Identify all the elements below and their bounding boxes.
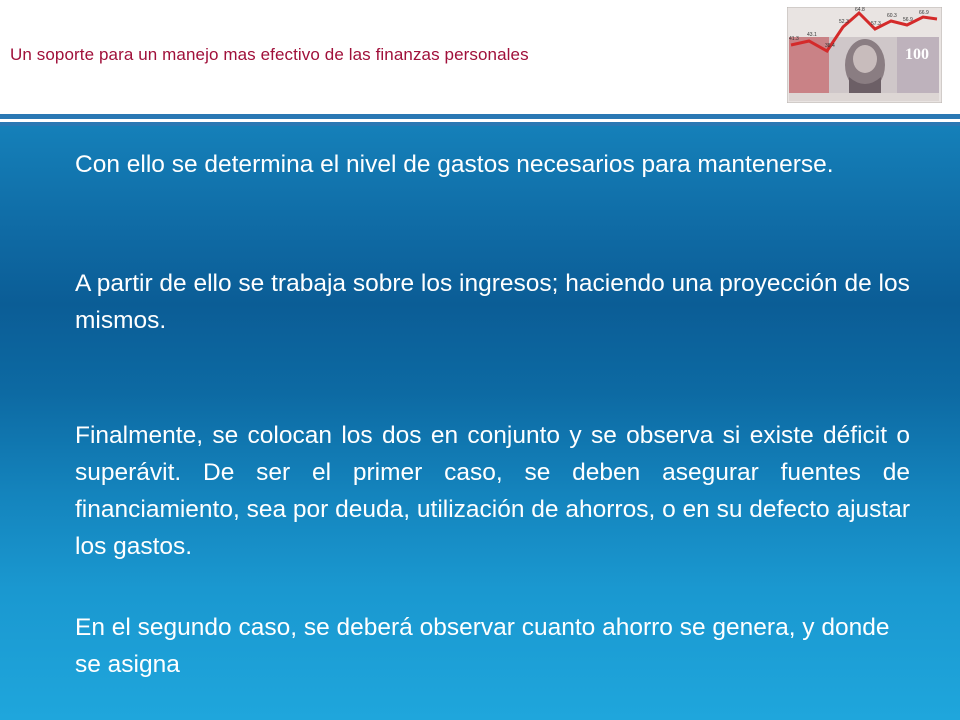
svg-text:52.3: 52.3 bbox=[839, 19, 849, 25]
svg-text:60.3: 60.3 bbox=[887, 13, 897, 19]
banknote-chart-image bbox=[787, 7, 942, 103]
slide-header bbox=[0, 0, 960, 113]
paragraph-gastos: Con ello se determina el nivel de gastos necesarios para mantenerse. bbox=[75, 151, 834, 178]
paragraph-ahorro: En el segundo caso, se deberá observar cuanto ahorro se genera, y donde se asigna bbox=[75, 614, 890, 678]
paragraph-ingresos: A partir de ello se trabaja sobre los ingresos; haciendo una proyección de los mismos. bbox=[75, 270, 910, 334]
svg-text:66.9: 66.9 bbox=[919, 10, 929, 16]
paragraph-deficit-superavit: Finalmente, se colocan los dos en conjunto y se observa si existe déficit o superávit. De ser el primer caso, se deben asegurar fuentes de financiamiento, sea por deuda, utilización de ahorros, o en su defecto ajustar los gastos. bbox=[75, 422, 910, 560]
header-title: Un soporte para un manejo mas efectivo de las finanzas personales bbox=[10, 45, 529, 64]
svg-text:41.3: 41.3 bbox=[789, 36, 799, 42]
svg-text:38.4: 38.4 bbox=[825, 43, 835, 49]
svg-text:43.1: 43.1 bbox=[807, 32, 817, 38]
svg-text:100: 100 bbox=[905, 46, 929, 63]
svg-text:57.3: 57.3 bbox=[871, 21, 881, 27]
banknote-chart-icon bbox=[787, 7, 942, 103]
svg-text:64.8: 64.8 bbox=[855, 7, 865, 13]
svg-text:56.9: 56.9 bbox=[903, 17, 913, 23]
